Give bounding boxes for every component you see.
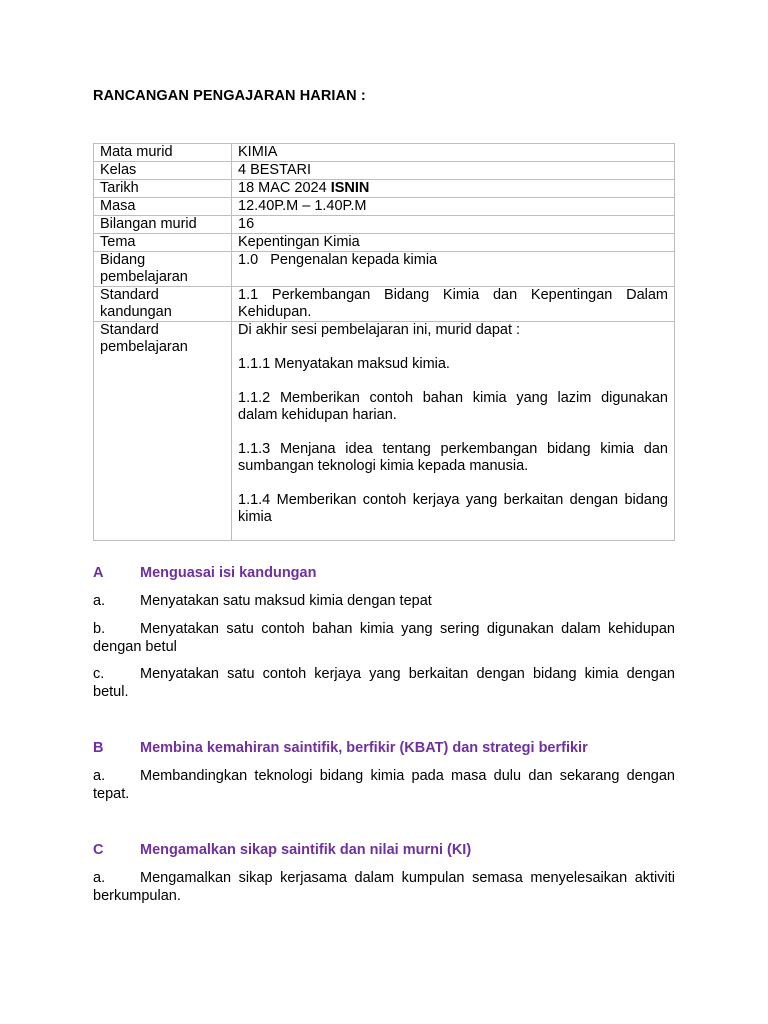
label-line: Standard [100,322,159,338]
row-label: Bilangan murid [94,216,232,234]
row-value: 16 [232,216,675,234]
objective-item [93,665,675,701]
row-value: 1.0 Pengenalan kepada kimia [232,252,675,287]
section-letter: A [93,565,104,581]
objective-item [93,592,675,610]
label-line: Bidang [100,252,146,268]
item-marker: a. [93,768,106,784]
section-letter: C [93,842,104,858]
row-label [94,287,232,322]
section-b [93,739,675,757]
table-row [94,144,675,162]
row-label: Mata murid [94,144,232,162]
objective-item [93,620,675,656]
row-value: Kepentingan Kimia [232,234,675,252]
section-title: Mengamalkan sikap saintifik dan nilai murni (KI) [140,842,472,858]
row-label [94,252,232,287]
row-value: 12.40P.M – 1.40P.M [232,198,675,216]
document-title: RANCANGAN PENGAJARAN HARIAN : [93,88,366,104]
row-label: Masa [94,198,232,216]
learning-standard-intro: Di akhir sesi pembelajaran ini, murid dapat : [238,322,521,338]
row-value: 4 BESTARI [232,162,675,180]
label-line: kandungan [100,304,172,320]
item-marker: c. [93,666,105,682]
row-label: Tarikh [94,180,232,198]
day-value: ISNIN [330,180,370,196]
section-title: Menguasai isi kandungan [140,565,317,581]
label-line: pembelajaran [100,269,188,285]
table-row [94,234,675,252]
item-text: Menyatakan satu maksud kimia dengan tepat [140,593,432,609]
row-value: 1.1 Perkembangan Bidang Kimia dan Kepentingan Dalam Kehidupan. [232,287,675,322]
table-row [94,162,675,180]
row-value [232,180,675,198]
section-title: Membina kemahiran saintifik, berfikir (KBAT) dan strategi berfikir [140,740,588,756]
table-row [94,216,675,234]
row-label: Kelas [94,162,232,180]
learning-standard-item: 1.1.1 Menyatakan maksud kimia. [238,356,450,372]
learning-standard-cell [232,322,675,541]
table-row [94,180,675,198]
section-a [93,564,675,582]
section-letter: B [93,740,104,756]
table-row [94,198,675,216]
section-c [93,841,675,859]
row-label: Tema [94,234,232,252]
item-marker: b. [93,621,106,637]
learning-standard-item: 1.1.2 Memberikan contoh bahan kimia yang lazim digunakan dalam kehidupan harian. [238,390,668,423]
row-label [94,322,232,541]
item-text: Menyatakan satu contoh kerjaya yang berkaitan dengan bidang kimia dengan betul. [93,666,675,700]
table-row [94,287,675,322]
row-value: KIMIA [232,144,675,162]
item-text: Membandingkan teknologi bidang kimia pada masa dulu dan sekarang dengan tepat. [93,768,675,802]
section-heading [93,564,675,582]
item-text: Menyatakan satu contoh bahan kimia yang sering digunakan dalam kehidupan dengan betul [93,621,675,655]
table-row [94,322,675,541]
objective-item [93,767,675,803]
label-line: pembelajaran [100,339,188,355]
lesson-info-table [93,143,675,541]
item-marker: a. [93,870,106,886]
date-value: 18 MAC 2024 [238,180,327,196]
section-heading [93,841,675,859]
table-row [94,252,675,287]
section-heading [93,739,675,757]
learning-standard-item: 1.1.4 Memberikan contoh kerjaya yang berkaitan dengan bidang kimia [238,492,668,525]
objective-item [93,869,675,905]
label-line: Standard [100,287,159,303]
learning-standard-item: 1.1.3 Menjana idea tentang perkembangan bidang kimia dan sumbangan teknologi kimia kepada manusia. [238,441,668,474]
item-text: Mengamalkan sikap kerjasama dalam kumpulan semasa menyelesaikan aktiviti berkumpulan. [93,870,675,904]
item-marker: a. [93,593,106,609]
